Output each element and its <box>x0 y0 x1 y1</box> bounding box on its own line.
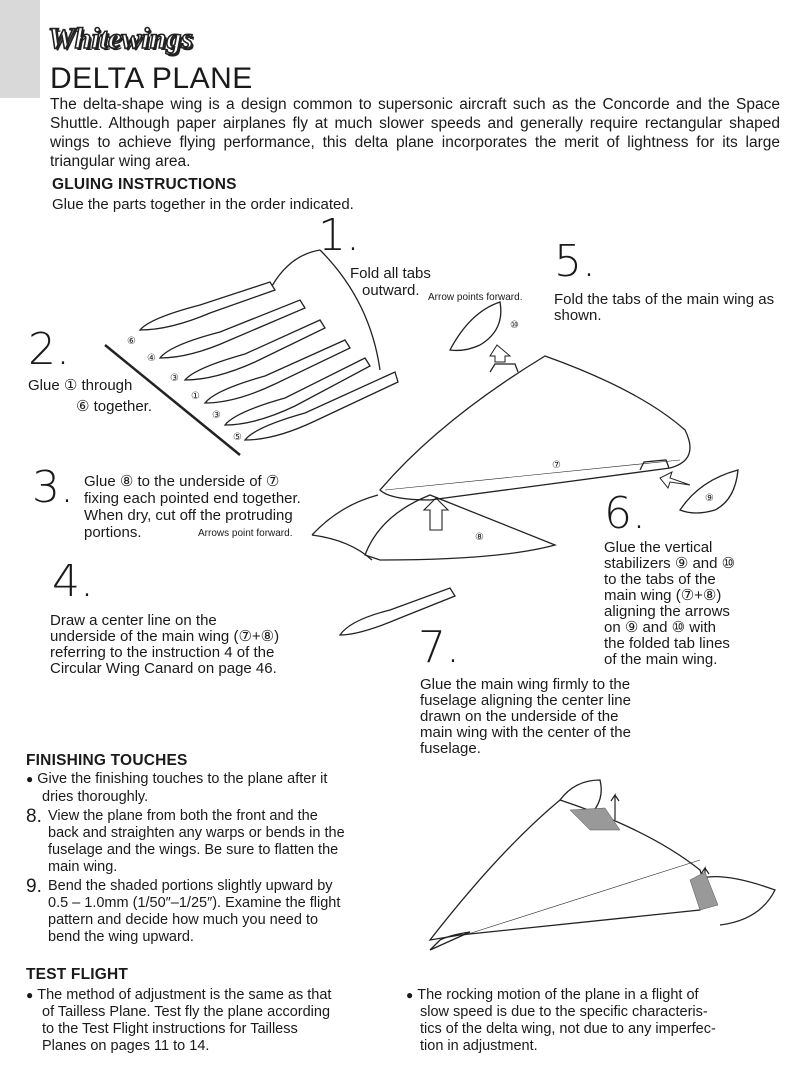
step-5-text-a: Fold the tabs of the main wing as <box>554 291 775 308</box>
step-8-line-1: View the plane from both the front and the <box>48 808 318 824</box>
main-wing-outline <box>380 356 690 500</box>
step-7-line-5: fuselage. <box>420 740 481 757</box>
step-4-line-4: Circular Wing Canard on page 46. <box>50 660 277 677</box>
step-6-line-7: the folded tab lines <box>604 635 730 652</box>
step-5-text-b: shown. <box>554 307 602 324</box>
gluing-heading: GLUING INSTRUCTIONS <box>52 176 237 193</box>
step-3-text-d: portions. <box>84 524 142 541</box>
step-8-line-3: fuselage and the wings. Be sure to flatten the <box>48 842 339 858</box>
step-2-number: 2. <box>28 324 70 375</box>
finishing-heading: FINISHING TOUCHES <box>26 752 188 769</box>
step-4-line-1: Draw a center line on the <box>50 612 217 629</box>
step-7-line-3: drawn on the underside of the <box>420 708 619 725</box>
part-label-8: ⑧ <box>475 532 484 543</box>
step-8-line-2: back and straighten any warps or bends in the <box>48 825 345 841</box>
part-label-7: ⑦ <box>552 460 561 471</box>
step-1-text-b: outward. <box>362 282 420 299</box>
gluing-subtext: Glue the parts together in the order indicated. <box>52 196 354 213</box>
step-7-line-4: main wing with the center of the <box>420 724 631 741</box>
step-9-line-1: Bend the shaded portions slightly upward by <box>48 878 333 894</box>
test-flight-left-line-4: Planes on pages 11 to 14. <box>42 1038 210 1054</box>
step-6-line-8: of the main wing. <box>604 651 718 668</box>
part-label-6: ⑥ <box>127 336 136 347</box>
step-9-line-3: pattern and decide how much you need to <box>48 912 319 928</box>
step-4-line-3: referring to the instruction 4 of the <box>50 644 275 661</box>
step-9-number: 9. <box>26 876 42 897</box>
step-3-text-c: When dry, cut off the protruding <box>84 507 293 524</box>
callout-arrows-forward: Arrows point forward. <box>198 528 293 539</box>
step-1-number: 1. <box>318 210 360 261</box>
page-title: DELTA PLANE <box>50 62 253 95</box>
test-flight-heading: TEST FLIGHT <box>26 966 129 983</box>
step-7-line-1: Glue the main wing firmly to the <box>420 676 631 693</box>
test-flight-right-line-3: tics of the delta wing, not due to any imperfec- <box>420 1021 716 1037</box>
finishing-bullet: ● Give the finishing touches to the plane after it <box>26 771 327 788</box>
lower-wing-outline <box>365 495 555 560</box>
step-2-text-b: ⑥ together. <box>76 398 152 415</box>
fold-arrow-1 <box>272 250 320 286</box>
step-8-line-4: main wing. <box>48 859 118 875</box>
step-3-number: 3. <box>32 462 74 513</box>
step-4-number: 4. <box>52 556 94 607</box>
step-7-line-2: fuselage aligning the center line <box>420 692 631 709</box>
fuselage-strips <box>140 282 398 440</box>
part-label-1: ① <box>191 391 200 402</box>
final-plane <box>430 780 775 950</box>
part-label-5: ⑤ <box>233 432 242 443</box>
step-6-line-4: main wing (⑦+⑧) <box>604 587 722 604</box>
step-6-line-3: to the tabs of the <box>604 571 716 588</box>
step-3-text-a: Glue ⑧ to the underside of ⑦ <box>84 473 280 490</box>
step-6-line-6: on ⑨ and ⑩ with <box>604 619 716 636</box>
step-9-line-2: 0.5 – 1.0mm (1/50″–1/25″). Examine the flight <box>48 895 341 911</box>
callout-arrow-forward: Arrow points forward. <box>428 292 523 303</box>
part-label-10: ⑩ <box>510 320 519 331</box>
step-9-line-4: bend the wing upward. <box>48 929 194 945</box>
stabilizer-9 <box>680 470 738 513</box>
test-flight-left-line-3: to the Test Flight instructions for Tailless <box>42 1021 298 1037</box>
test-flight-right-line-1: ● The rocking motion of the plane in a flight of <box>406 987 699 1004</box>
test-flight-right-line-4: tion in adjustment. <box>420 1038 538 1054</box>
part-label-4: ④ <box>147 353 156 364</box>
test-flight-left-line-1: ● The method of adjustment is the same as that <box>26 987 331 1004</box>
step-5-number: 5. <box>554 236 596 287</box>
test-flight-right-line-2: slow speed is due to the specific characteris- <box>420 1004 708 1020</box>
part-label-3b: ③ <box>212 410 221 421</box>
step-6-line-2: stabilizers ⑨ and ⑩ <box>604 555 736 572</box>
part-label-3a: ③ <box>170 373 179 384</box>
test-flight-left-line-2: of Tailless Plane. Test fly the plane according <box>42 1004 331 1020</box>
step-4-line-2: underside of the main wing (⑦+⑧) <box>50 628 280 645</box>
step-6-line-1: Glue the vertical <box>604 539 713 556</box>
step-8-number: 8. <box>26 806 42 827</box>
finishing-bullet-cont: dries thoroughly. <box>42 789 149 805</box>
brand-logo: Whitewings <box>48 22 194 55</box>
step-1-text-a: Fold all tabs <box>350 265 431 282</box>
step-6-line-5: aligning the arrows <box>604 603 730 620</box>
step-3-text-b: fixing each pointed end together. <box>84 490 301 507</box>
stabilizer-10 <box>450 302 501 350</box>
step-7-number: 7. <box>418 622 460 673</box>
step-6-number: 6. <box>604 488 646 539</box>
step-2-text-a: Glue ① through <box>28 377 133 394</box>
part-label-9: ⑨ <box>705 493 714 504</box>
intro-paragraph: The delta-shape wing is a design common to supersonic aircraft such as the Concorde and the Space Shuttle. Although paper airplanes fly at much slower speeds and generally require rectangular shaped wings to achieve flying performance, this delta plane incorporates the merit of lightness for its large triangular wing area. <box>50 96 780 170</box>
